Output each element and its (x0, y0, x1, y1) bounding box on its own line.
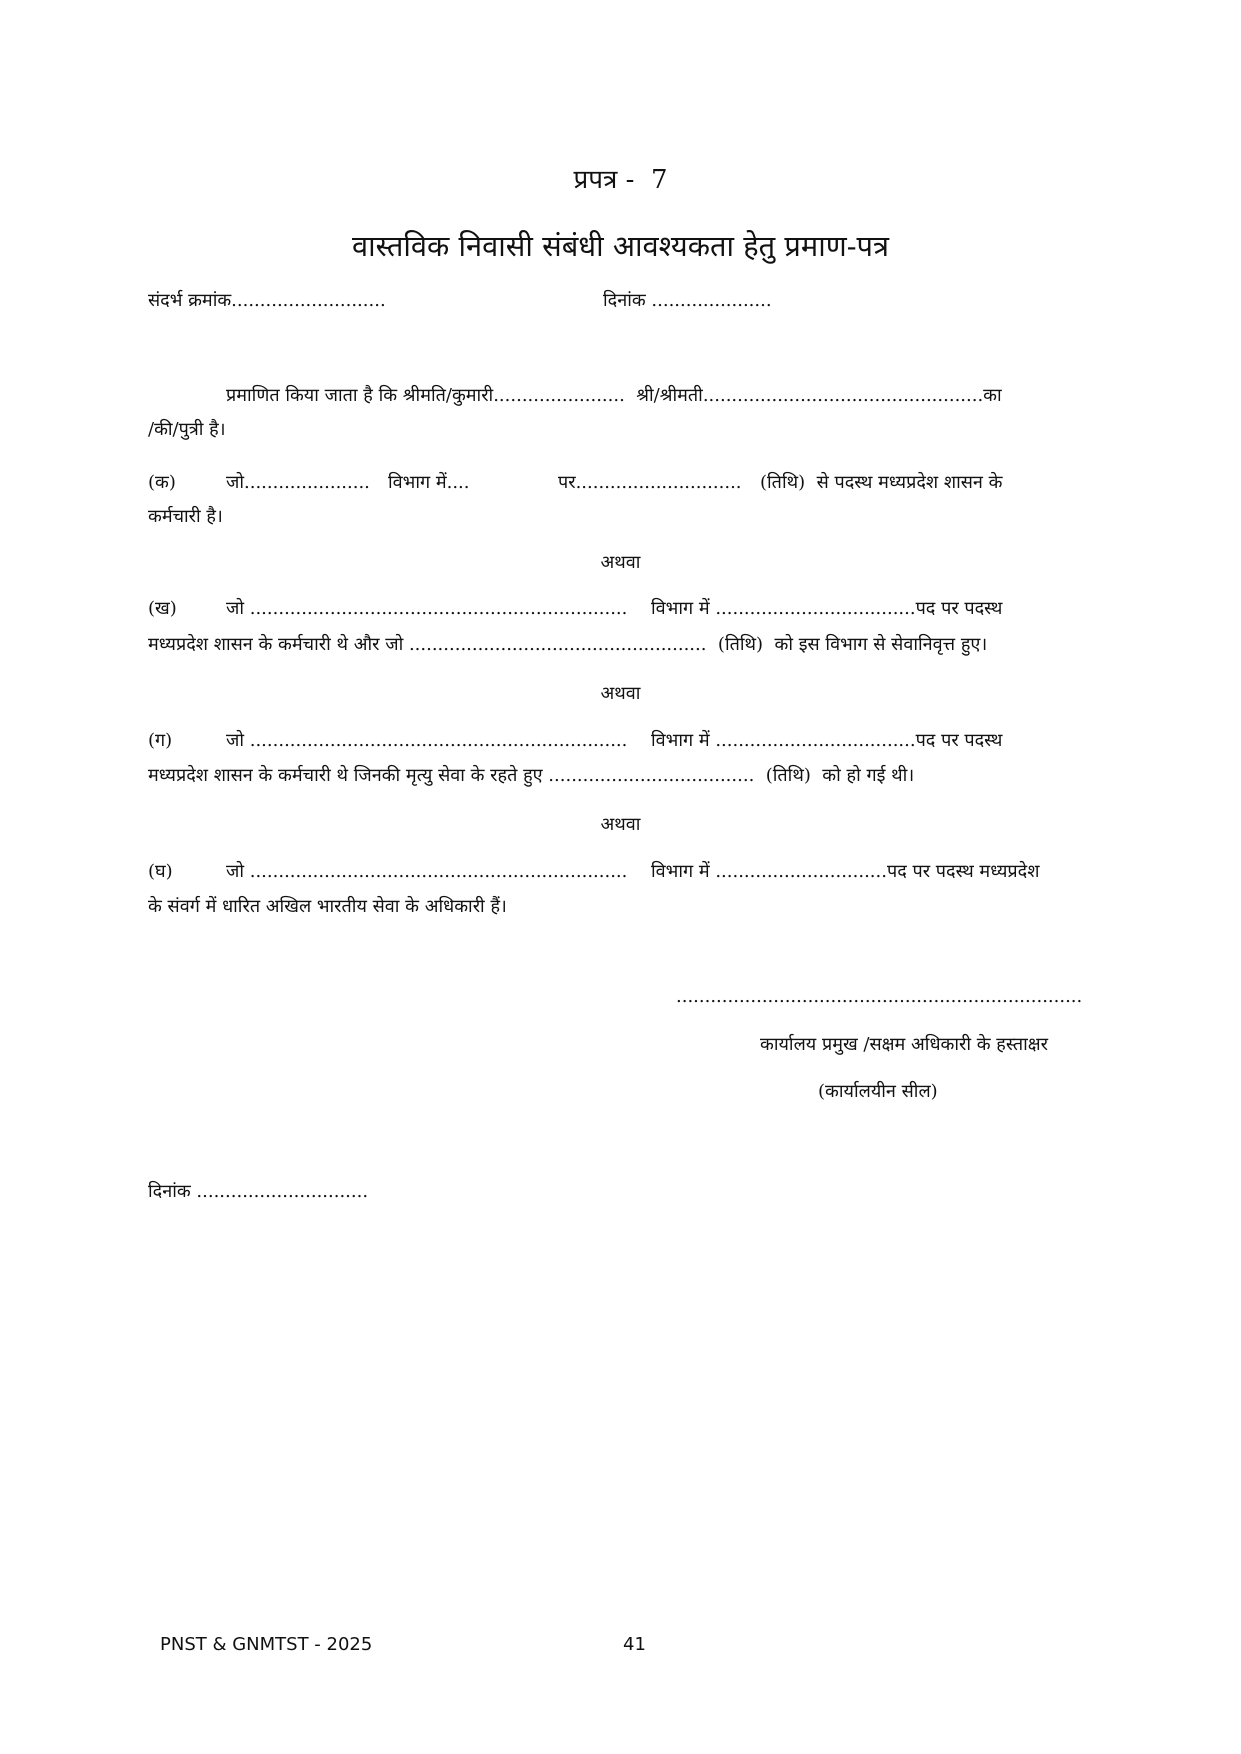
clause-kha-jo: जो .................................................................. (226, 598, 628, 619)
signature-line: ....................................................................... (676, 986, 1083, 1007)
office-seal-label: (कार्यालयीन सील) (818, 1081, 938, 1102)
form-number: प्रपत्र - 7 (573, 165, 668, 195)
bottom-date: दिनांक .............................. (148, 1181, 369, 1202)
reference-date: दिनांक ..................... (603, 290, 772, 311)
form-title: वास्तविक निवासी संबंधी आवश्यकता हेतु प्रमाण-पत्र (351, 229, 890, 263)
certify-line-1: प्रमाणित किया जाता है कि श्रीमति/कुमारी....................... श्री/श्रीमती.................................................का (226, 385, 1002, 406)
clause-gha-jo: जो .................................................................. (226, 861, 628, 882)
clause-ka-marker: (क) (148, 472, 176, 493)
athva-separator-1: अथवा (600, 552, 641, 573)
clause-ga-vibhag: विभाग में ...................................पद पर पदस्थ (651, 730, 1003, 751)
clause-ga-jo: जो .................................................................. (226, 730, 628, 751)
clause-ga-line-2: मध्यप्रदेश शासन के कर्मचारी थे जिनकी मृत्यु सेवा के रहते हुए .................................... (तिथि) को हो गई थी। (148, 765, 915, 786)
clause-ka-vibhag: विभाग में.... (388, 472, 470, 493)
athva-separator-3: अथवा (600, 814, 641, 835)
footer-exam-name: PNST & GNMTST - 2025 (160, 1634, 373, 1655)
athva-separator-2: अथवा (600, 683, 641, 704)
clause-gha-marker: (घ) (148, 861, 173, 882)
clause-ka-par: पर............................. (558, 472, 742, 493)
page-number: 41 (623, 1634, 646, 1655)
clause-kha-marker: (ख) (148, 598, 177, 619)
clause-kha-vibhag: विभाग में ...................................पद पर पदस्थ (651, 598, 1003, 619)
clause-gha-vibhag: विभाग में ..............................पद पर पदस्थ मध्यप्रदेश (651, 861, 1040, 882)
certify-line-2: /की/पुत्री है। (148, 419, 226, 440)
clause-kha-line-2: मध्यप्रदेश शासन के कर्मचारी थे और जो .................................................... (तिथि) को इस विभाग से सेवानिवृत्त हुए। (148, 634, 988, 655)
clause-ga-marker: (ग) (148, 730, 173, 751)
signature-label: कार्यालय प्रमुख /सक्षम अधिकारी के हस्ताक्षर (760, 1034, 1049, 1055)
reference-number: संदर्भ क्रमांक........................... (148, 290, 386, 311)
clause-ka-jo: जो...................... (226, 472, 370, 493)
clause-ka-rest: (तिथि) से पदस्थ मध्यप्रदेश शासन के (760, 472, 1003, 493)
clause-ka-line-2: कर्मचारी है। (148, 506, 223, 527)
clause-gha-line-2: के संवर्ग में धारित अखिल भारतीय सेवा के अधिकारी हैं। (148, 896, 507, 917)
